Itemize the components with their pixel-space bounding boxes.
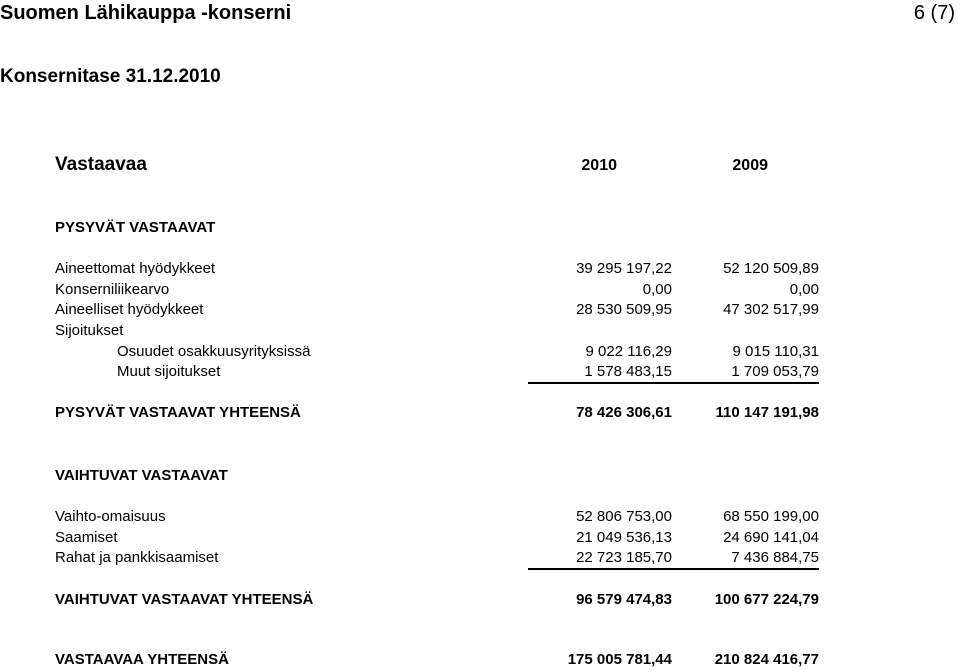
value-2010: 9 022 116,29 [585, 343, 672, 360]
value-2009: 52 120 509,89 [723, 260, 819, 277]
row-label: VAIHTUVAT VASTAAVAT [55, 467, 228, 484]
value-2009: 7 436 884,75 [731, 549, 819, 566]
value-2010: 78 426 306,61 [576, 404, 672, 421]
value-2010: 22 723 185,70 [576, 549, 672, 566]
row-label: Saamiset [55, 529, 118, 546]
value-2009: 1 709 053,79 [731, 363, 819, 380]
table-row [0, 342, 960, 362]
row-label: Muut sijoitukset [117, 363, 221, 380]
table-row [0, 300, 960, 320]
total-row [0, 403, 960, 423]
value-2009: 210 824 416,77 [714, 651, 819, 668]
year-current-header: 2010 [581, 157, 617, 174]
value-2010: 21 049 536,13 [576, 529, 672, 546]
section-title: Vastaavaa [55, 154, 147, 175]
row-label: Osuudet osakkuusyrityksissä [117, 343, 311, 360]
row-label: VAIHTUVAT VASTAAVAT YHTEENSÄ [55, 591, 314, 608]
table-row [0, 321, 960, 341]
heading-vaihtuvat-vastaavat [0, 466, 960, 486]
company-title: Suomen Lähikauppa -konserni [0, 2, 292, 24]
value-2009: 47 302 517,99 [723, 301, 819, 318]
row-label: Rahat ja pankkisaamiset [55, 549, 219, 566]
value-2009: 68 550 199,00 [723, 508, 819, 525]
subtotal-rule [528, 568, 819, 570]
value-2010: 52 806 753,00 [576, 508, 672, 525]
total-row [0, 590, 960, 610]
table-row [0, 362, 960, 382]
row-label: PYSYVÄT VASTAAVAT YHTEENSÄ [55, 404, 301, 421]
row-label: VASTAAVAA YHTEENSÄ [55, 651, 229, 668]
row-label: Vaihto-omaisuus [55, 508, 166, 525]
value-2009: 100 677 224,79 [714, 591, 819, 608]
value-2010: 1 578 483,15 [584, 363, 672, 380]
value-2010: 39 295 197,22 [576, 260, 672, 277]
table-row [0, 507, 960, 527]
value-2010: 96 579 474,83 [576, 591, 672, 608]
row-label: Aineettomat hyödykkeet [55, 260, 216, 277]
heading-pysyvat-vastaavat [0, 218, 960, 238]
page-number: 6 (7) [913, 2, 955, 24]
value-2010: 28 530 509,95 [576, 301, 672, 318]
row-label: Aineelliset hyödykkeet [55, 301, 204, 318]
value-2009: 24 690 141,04 [723, 529, 819, 546]
grand-total-row [0, 650, 960, 670]
value-2009: 110 147 191,98 [715, 404, 819, 421]
value-2009: 9 015 110,31 [732, 343, 819, 360]
document-subtitle: Konsernitase 31.12.2010 [0, 66, 221, 87]
table-row [0, 280, 960, 300]
row-label: Sijoitukset [55, 322, 124, 339]
table-row [0, 528, 960, 548]
row-label: Konserniliikearvo [55, 281, 170, 298]
value-2010: 0,00 [642, 281, 672, 298]
row-label: PYSYVÄT VASTAAVAT [55, 219, 216, 236]
year-previous-header: 2009 [732, 157, 768, 174]
subtotal-rule [528, 382, 819, 384]
table-row [0, 548, 960, 568]
value-2010: 175 005 781,44 [567, 651, 672, 668]
value-2009: 0,00 [789, 281, 819, 298]
table-row [0, 259, 960, 279]
